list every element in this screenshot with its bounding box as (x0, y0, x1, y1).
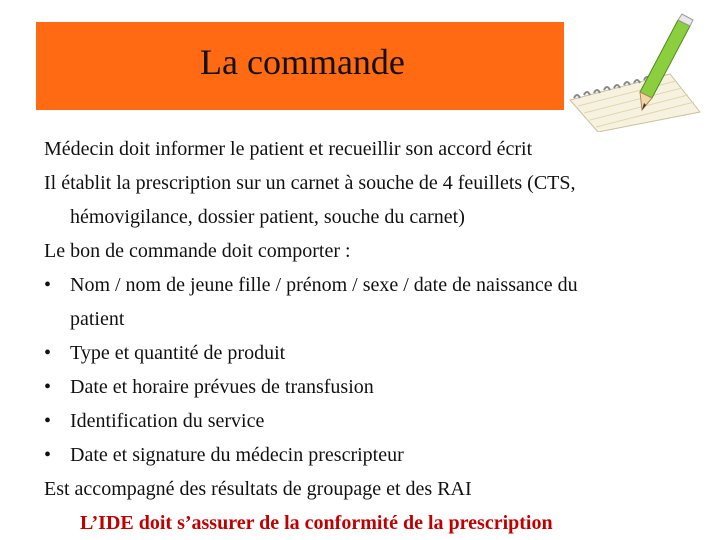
body-content (44, 132, 694, 540)
bullet-text: Date et signature du médecin prescripteur (70, 444, 404, 466)
bullet-marker: • (44, 274, 52, 296)
bullet-text: Type et quantité de produit (70, 342, 286, 364)
bullet-marker: • (44, 376, 52, 398)
bullet-item-5 (44, 438, 694, 472)
highlight-line: L’IDE doit s’assurer de la conformité de la prescription (80, 512, 553, 534)
bullet-item-2 (44, 336, 694, 370)
bullet-marker: • (44, 410, 52, 432)
bullet-text: Date et horaire prévues de transfusion (70, 376, 374, 398)
body-line-1: Médecin doit informer le patient et recueillir son accord écrit (44, 138, 533, 160)
bullet-item-4 (44, 404, 694, 438)
bullet-text: Nom / nom de jeune fille / prénom / sexe / date de naissance du (70, 274, 578, 296)
bullet-marker: • (44, 444, 52, 466)
page-title: La commande (200, 42, 405, 82)
bullet-text: Identification du service (70, 410, 265, 432)
bullet-marker: • (44, 342, 52, 364)
body-line-3: Le bon de commande doit comporter : (44, 240, 351, 262)
bullet-item-1-continued: patient (70, 308, 125, 330)
bullet-item-1 (44, 268, 694, 302)
body-line-2-continued: hémovigilance, dossier patient, souche du carnet) (70, 206, 465, 228)
notepad-pencil-icon (560, 12, 710, 132)
bullet-item-3 (44, 370, 694, 404)
closing-line: Est accompagné des résultats de groupage et des RAI (44, 478, 472, 500)
notepad-shape (570, 74, 700, 132)
body-line-2: Il établit la prescription sur un carnet à souche de 4 feuillets (CTS, (44, 172, 576, 194)
